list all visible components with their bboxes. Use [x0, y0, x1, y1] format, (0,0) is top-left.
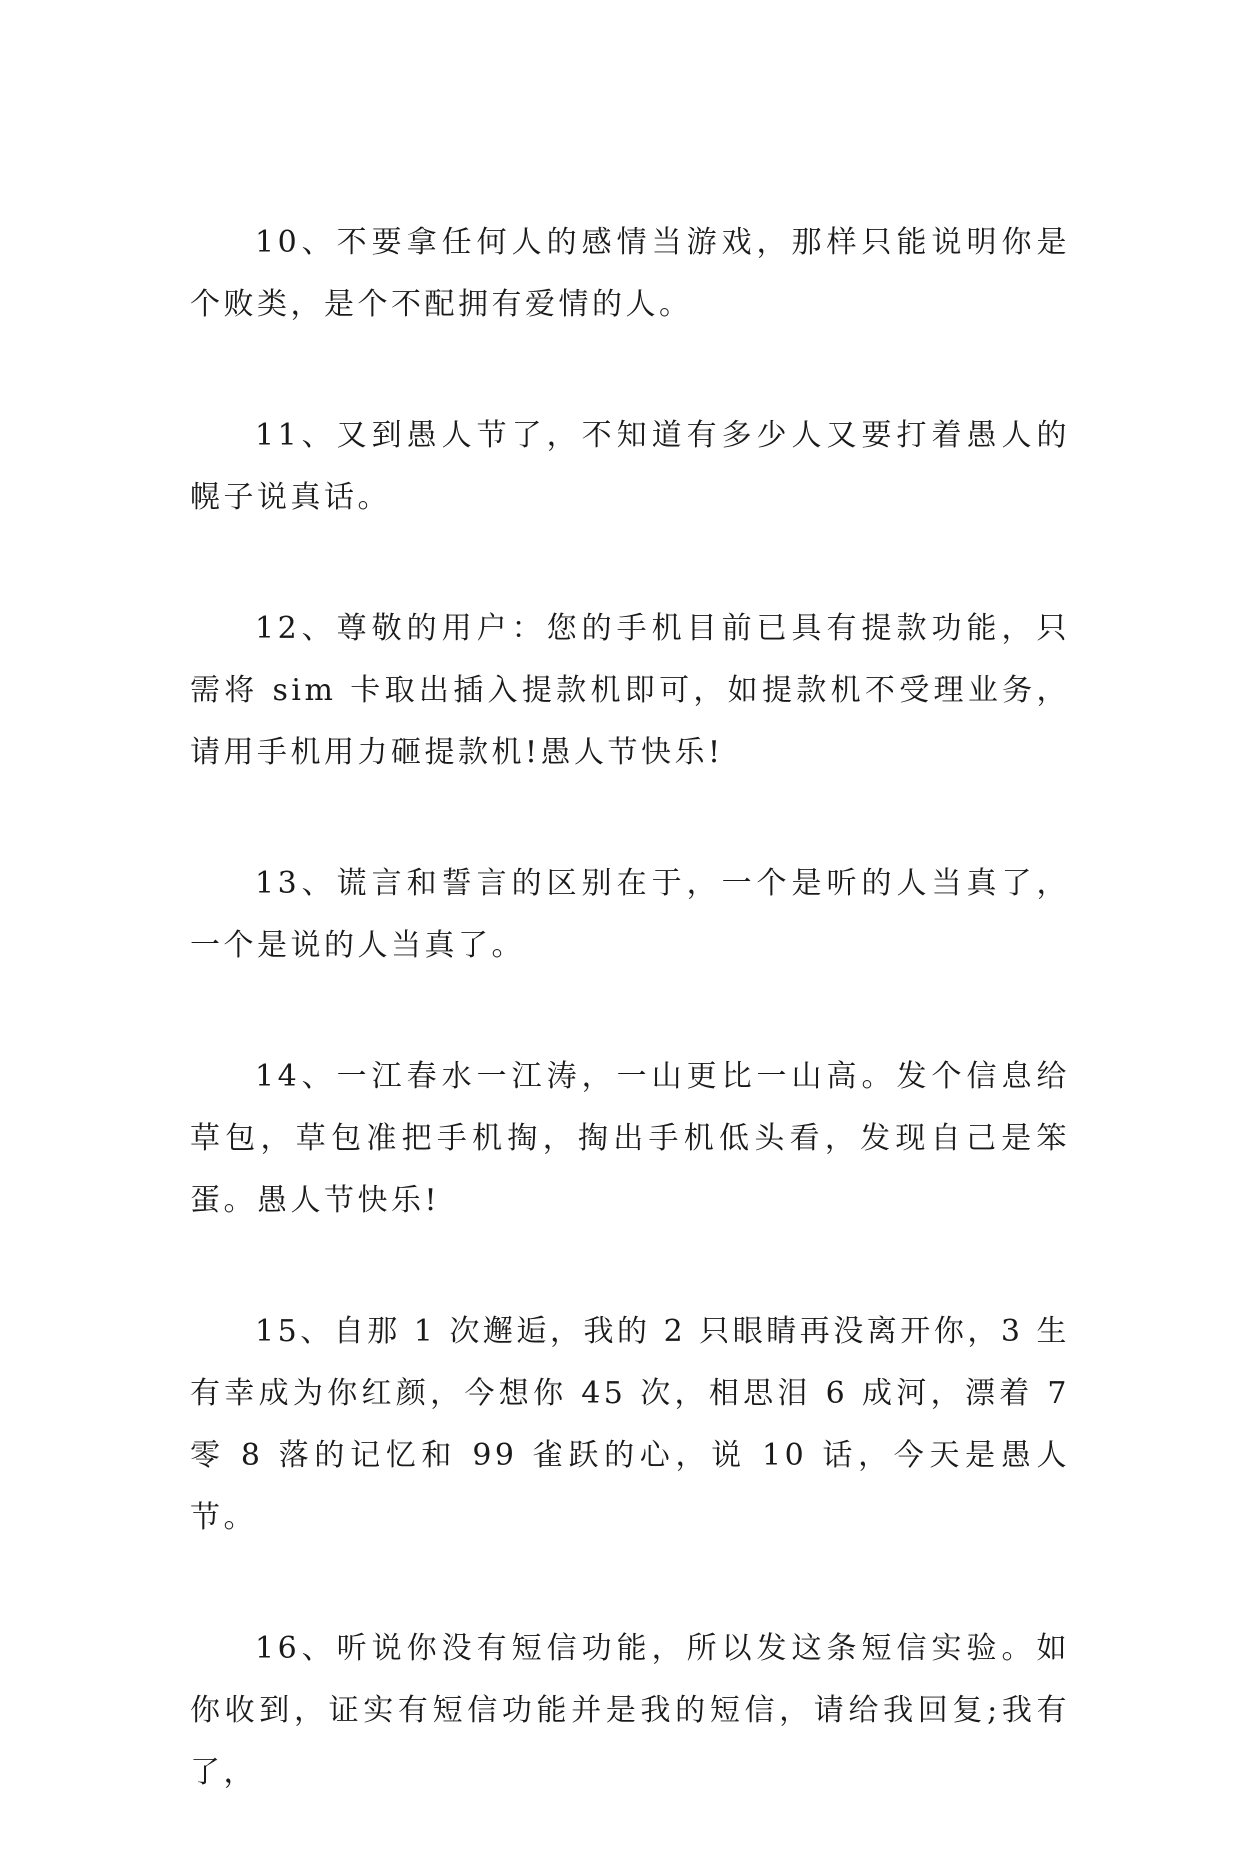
paragraph-16: 16、听说你没有短信功能，所以发这条短信实验。如你收到，证实有短信功能并是我的短信，请给我回复;我有了，: [190, 1631, 1070, 1790]
document-body: [190, 212, 1070, 1873]
paragraph-12: 12、尊敬的用户：您的手机目前已具有提款功能，只需将 sim 卡取出插入提款机即可，如提款机不受理业务，请用手机用力砸提款机!愚人节快乐!: [190, 611, 1070, 770]
paragraph-13: 13、谎言和誓言的区别在于，一个是听的人当真了，一个是说的人当真了。: [190, 866, 1070, 963]
paragraph-11: 11、又到愚人节了，不知道有多少人又要打着愚人的幌子说真话。: [190, 418, 1070, 515]
paragraph-15: 15、自那 1 次邂逅，我的 2 只眼睛再没离开你，3 生有幸成为你红颜，今想你 45 次，相思泪 6 成河，漂着 7 零 8 落的记忆和 99 雀跃的心，说 10 话，今天是愚人节。: [190, 1314, 1070, 1535]
paragraph-10: 10、不要拿任何人的感情当游戏，那样只能说明你是个败类，是个不配拥有爱情的人。: [190, 225, 1070, 322]
paragraph-14: 14、一江春水一江涛，一山更比一山高。发个信息给草包，草包准把手机掏，掏出手机低头看，发现自己是笨蛋。愚人节快乐!: [190, 1059, 1070, 1218]
